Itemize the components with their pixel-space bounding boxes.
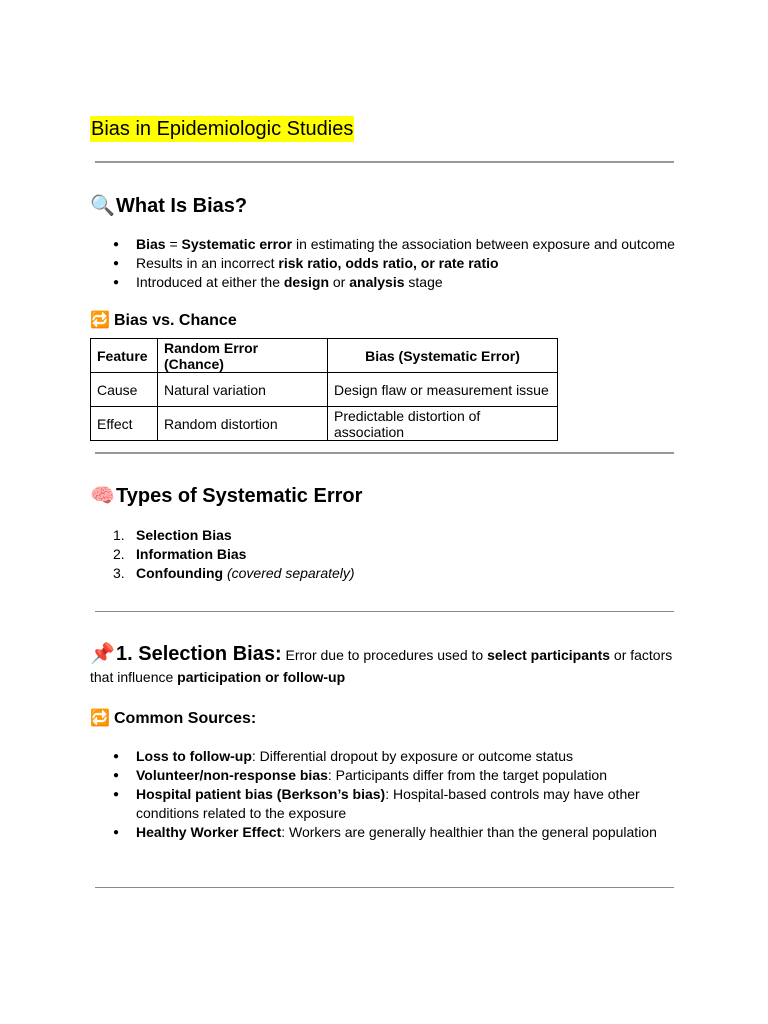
italic-text: (covered separately) bbox=[226, 565, 355, 581]
text-run: in estimating the association between exposure and outcome bbox=[292, 236, 675, 252]
list-item bbox=[113, 747, 673, 766]
magnifier-icon: 🔍 bbox=[90, 195, 115, 217]
bold-text: Volunteer/non-response bias bbox=[136, 767, 328, 783]
text-run: : Hospital-based controls may have other conditions related to the exposure bbox=[136, 786, 640, 821]
text-run: Introduced at either the bbox=[136, 274, 284, 290]
repeat-arrows-icon: 🔁 bbox=[90, 312, 110, 329]
heading-text: Bias vs. Chance bbox=[114, 312, 237, 329]
repeat-arrows-icon: 🔁 bbox=[90, 710, 110, 727]
text-run: or bbox=[329, 274, 350, 290]
list-item bbox=[113, 273, 675, 292]
text-run: stage bbox=[404, 274, 443, 290]
text-run: = bbox=[165, 236, 182, 252]
table-cell: Random distortion bbox=[158, 407, 328, 441]
what-is-bias-heading bbox=[90, 193, 247, 219]
text-run: : Differential dropout by exposure or outcome status bbox=[251, 748, 574, 764]
brain-icon: 🧠 bbox=[90, 485, 115, 507]
list-item bbox=[113, 545, 355, 564]
what-is-bias-list bbox=[113, 235, 675, 292]
list-item bbox=[113, 766, 673, 785]
table-cell: Predictable distortion of association bbox=[328, 407, 558, 441]
common-sources-list bbox=[113, 747, 673, 842]
bold-text: design bbox=[283, 274, 329, 290]
bold-text: participation or follow-up bbox=[177, 669, 346, 685]
bias-vs-chance-heading bbox=[90, 310, 237, 332]
bold-text: Confounding bbox=[136, 565, 224, 581]
list-item bbox=[113, 823, 673, 842]
heading-text: Common Sources: bbox=[114, 710, 257, 727]
bold-text: Loss to follow-up bbox=[136, 748, 252, 764]
types-list bbox=[113, 526, 355, 583]
text-run: or factors that influence bbox=[90, 647, 673, 685]
bias-vs-chance-table bbox=[90, 338, 558, 441]
list-item bbox=[113, 564, 355, 583]
text-run: : Participants differ from the target population bbox=[327, 767, 608, 783]
divider bbox=[95, 611, 674, 612]
list-number: 3. bbox=[113, 565, 125, 581]
bold-text: Healthy Worker Effect bbox=[136, 824, 282, 840]
bold-text: analysis bbox=[349, 274, 405, 290]
column-header: Feature bbox=[91, 339, 158, 373]
table-header-row bbox=[91, 339, 558, 373]
selection-bias-heading: 1. Selection Bias: bbox=[116, 643, 282, 665]
heading-text: Types of Systematic Error bbox=[116, 485, 363, 507]
document-title: Bias in Epidemiologic Studies bbox=[91, 118, 354, 140]
table-cell: Cause bbox=[91, 373, 158, 407]
list-number: 1. bbox=[113, 527, 125, 543]
table-cell: Design flaw or measurement issue bbox=[328, 373, 558, 407]
heading-text: What Is Bias? bbox=[116, 195, 248, 217]
table-row bbox=[91, 407, 558, 441]
list-item bbox=[113, 235, 675, 254]
list-item bbox=[113, 785, 673, 823]
list-number: 2. bbox=[113, 546, 125, 562]
list-item bbox=[113, 526, 355, 545]
table-cell: Natural variation bbox=[158, 373, 328, 407]
bold-text: Systematic error bbox=[181, 236, 293, 252]
bold-text: select participants bbox=[487, 647, 611, 663]
divider bbox=[95, 887, 674, 888]
text-run: Error due to procedures used to bbox=[281, 647, 488, 663]
bold-text: Information Bias bbox=[136, 546, 247, 562]
bold-text: risk ratio, odds ratio, or rate ratio bbox=[278, 255, 499, 271]
column-header: Random Error (Chance) bbox=[158, 339, 328, 373]
bold-text: Hospital patient bias (Berkson’s bias) bbox=[136, 786, 386, 802]
divider bbox=[95, 452, 674, 454]
common-sources-heading bbox=[90, 708, 256, 730]
selection-bias-paragraph bbox=[90, 643, 690, 688]
table-cell: Effect bbox=[91, 407, 158, 441]
column-header: Bias (Systematic Error) bbox=[328, 339, 558, 373]
types-heading bbox=[90, 483, 362, 509]
bold-text: Selection Bias bbox=[136, 527, 232, 543]
list-item bbox=[113, 254, 675, 273]
table-row bbox=[91, 373, 558, 407]
text-run: Results in an incorrect bbox=[136, 255, 279, 271]
pushpin-icon: 📌 bbox=[90, 643, 115, 665]
text-run: : Workers are generally healthier than the general population bbox=[281, 824, 657, 840]
divider bbox=[95, 161, 674, 163]
bold-text: Bias bbox=[136, 236, 166, 252]
